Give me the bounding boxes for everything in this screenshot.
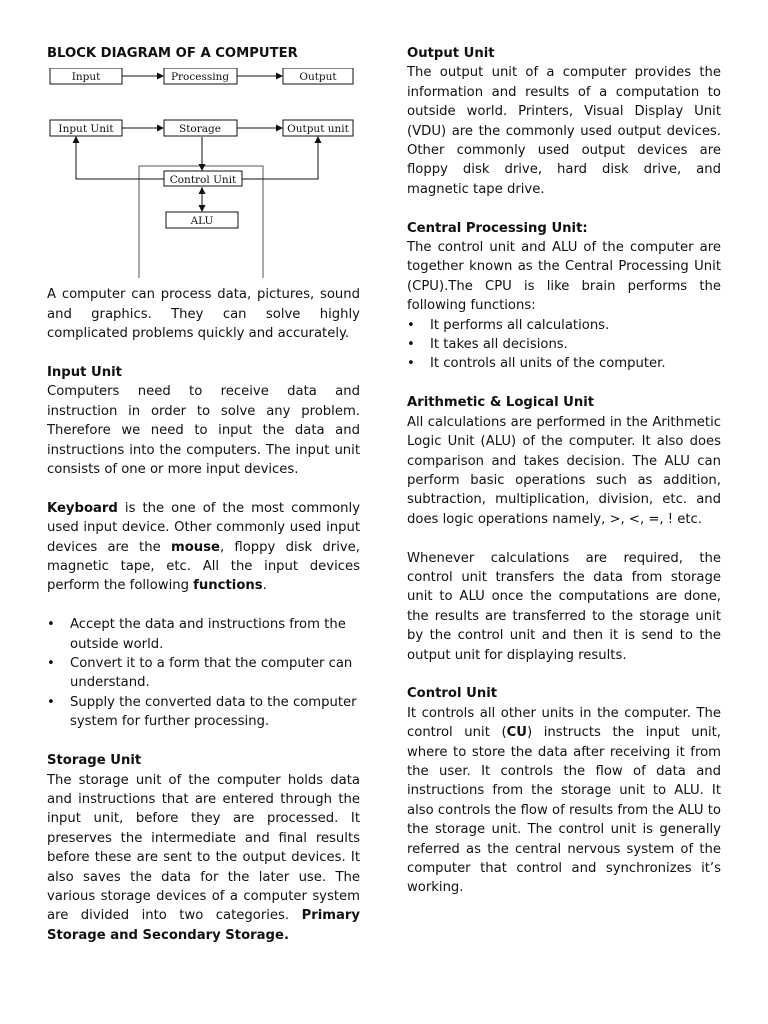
list-item: • Supply the converted data to the computer system for further processing.	[47, 693, 360, 732]
list-item: • Accept the data and instructions from the outside world.	[47, 615, 360, 654]
diagram-alu-label: ALU	[190, 215, 214, 228]
diagram-storage-label: Storage	[179, 123, 221, 136]
control-unit-paragraph: It controls all other units in the computer. The control unit (CU) instructs the input unit, where to store the data after receiving it from the user. It controls the flow of data and instructions from the storage unit to ALU. It also controls the flow of results from the ALU to the storage unit. The control unit is generally referred as the central nervous system of the computer that control and synchronizes it’s working.	[407, 705, 721, 896]
diagram-output-unit-label: Output unit	[287, 123, 349, 136]
list-item: • It controls all units of the computer.	[407, 354, 721, 373]
control-unit-heading: Control Unit	[407, 686, 498, 702]
input-functions-list	[47, 615, 360, 731]
keyword-mouse: mouse	[170, 539, 220, 555]
list-item: • It takes all decisions.	[407, 335, 721, 354]
diagram-input-label: Input	[71, 71, 101, 84]
list-item: • It performs all calculations.	[407, 316, 721, 335]
storage-unit-paragraph: The storage unit of the computer holds data and instructions that are entered through the input unit, before they are processed. It preserves the intermediate and final results before these are sent to the output devices. It also saves the data for the later use. The various storage devices of a computer system are divided into two categories. Primary Storage and Secondary Storage.	[47, 772, 360, 943]
diagram-output-label: Output	[299, 71, 337, 84]
diagram-processing-label: Processing	[170, 71, 230, 84]
right-column	[407, 44, 721, 898]
cpu-functions-list	[407, 316, 721, 374]
cpu-paragraph: The control unit and ALU of the computer are together known as the Central Processing Unit (CPU).The CPU is like brain performs the following functions:	[407, 240, 721, 314]
alu-flow-paragraph: Whenever calculations are required, the control unit transfers the data from storage unit to ALU once the computations are done, the results are transferred to the storage unit by the control unit and then it is send to the output unit for displaying results.	[407, 550, 721, 663]
input-unit-paragraph: Computers need to receive data and instruction in order to solve any problem. Therefore we need to input the data and instructions into the computers. The input unit consists of one or more input devices.	[47, 384, 360, 478]
diagram-input-unit-label: Input Unit	[58, 123, 114, 136]
keyword-keyboard: Keyboard	[47, 500, 118, 516]
list-item: • Convert it to a form that the computer can understand.	[47, 654, 360, 693]
block-diagram	[46, 68, 356, 278]
alu-heading: Arithmetic & Logical Unit	[407, 395, 595, 411]
page-title: BLOCK DIAGRAM OF A COMPUTER	[47, 46, 298, 61]
input-unit-heading: Input Unit	[47, 365, 122, 381]
keyword-functions: functions	[193, 578, 263, 594]
keyword-primary-secondary: Primary Storage and Secondary Storage.	[47, 908, 360, 943]
intro-paragraph: A computer can process data, pictures, sound and graphics. They can solve highly complicated problems quickly and accurately.	[47, 287, 360, 342]
alu-paragraph: All calculations are performed in the Arithmetic Logic Unit (ALU) of the computer. It also does comparison and takes decision. The ALU can perform basic operations such as addition, subtraction, multiplication, division, etc. and does logic operations namely, >, <, =, ! etc.	[407, 414, 721, 527]
keyword-cu: CU	[506, 725, 527, 741]
left-column	[47, 44, 360, 945]
diagram-control-unit-label: Control Unit	[169, 174, 237, 187]
keyboard-paragraph: Keyboard is the one of the most commonly used input device. Other commonly used input devices are the mouse, floppy disk drive, magnetic tape, etc. All the input devices perform the following functions.	[47, 500, 360, 594]
storage-unit-heading: Storage Unit	[47, 753, 142, 769]
cpu-heading: Central Processing Unit:	[407, 220, 588, 236]
output-unit-heading: Output Unit	[407, 46, 495, 61]
output-unit-paragraph: The output unit of a computer provides the information and results of a computation to outside world. Printers, Visual Display Unit (VDU) are the commonly used output devices. Other commonly used output devices are floppy disk drive, hard disk drive, and magnetic tape drive.	[407, 65, 721, 197]
